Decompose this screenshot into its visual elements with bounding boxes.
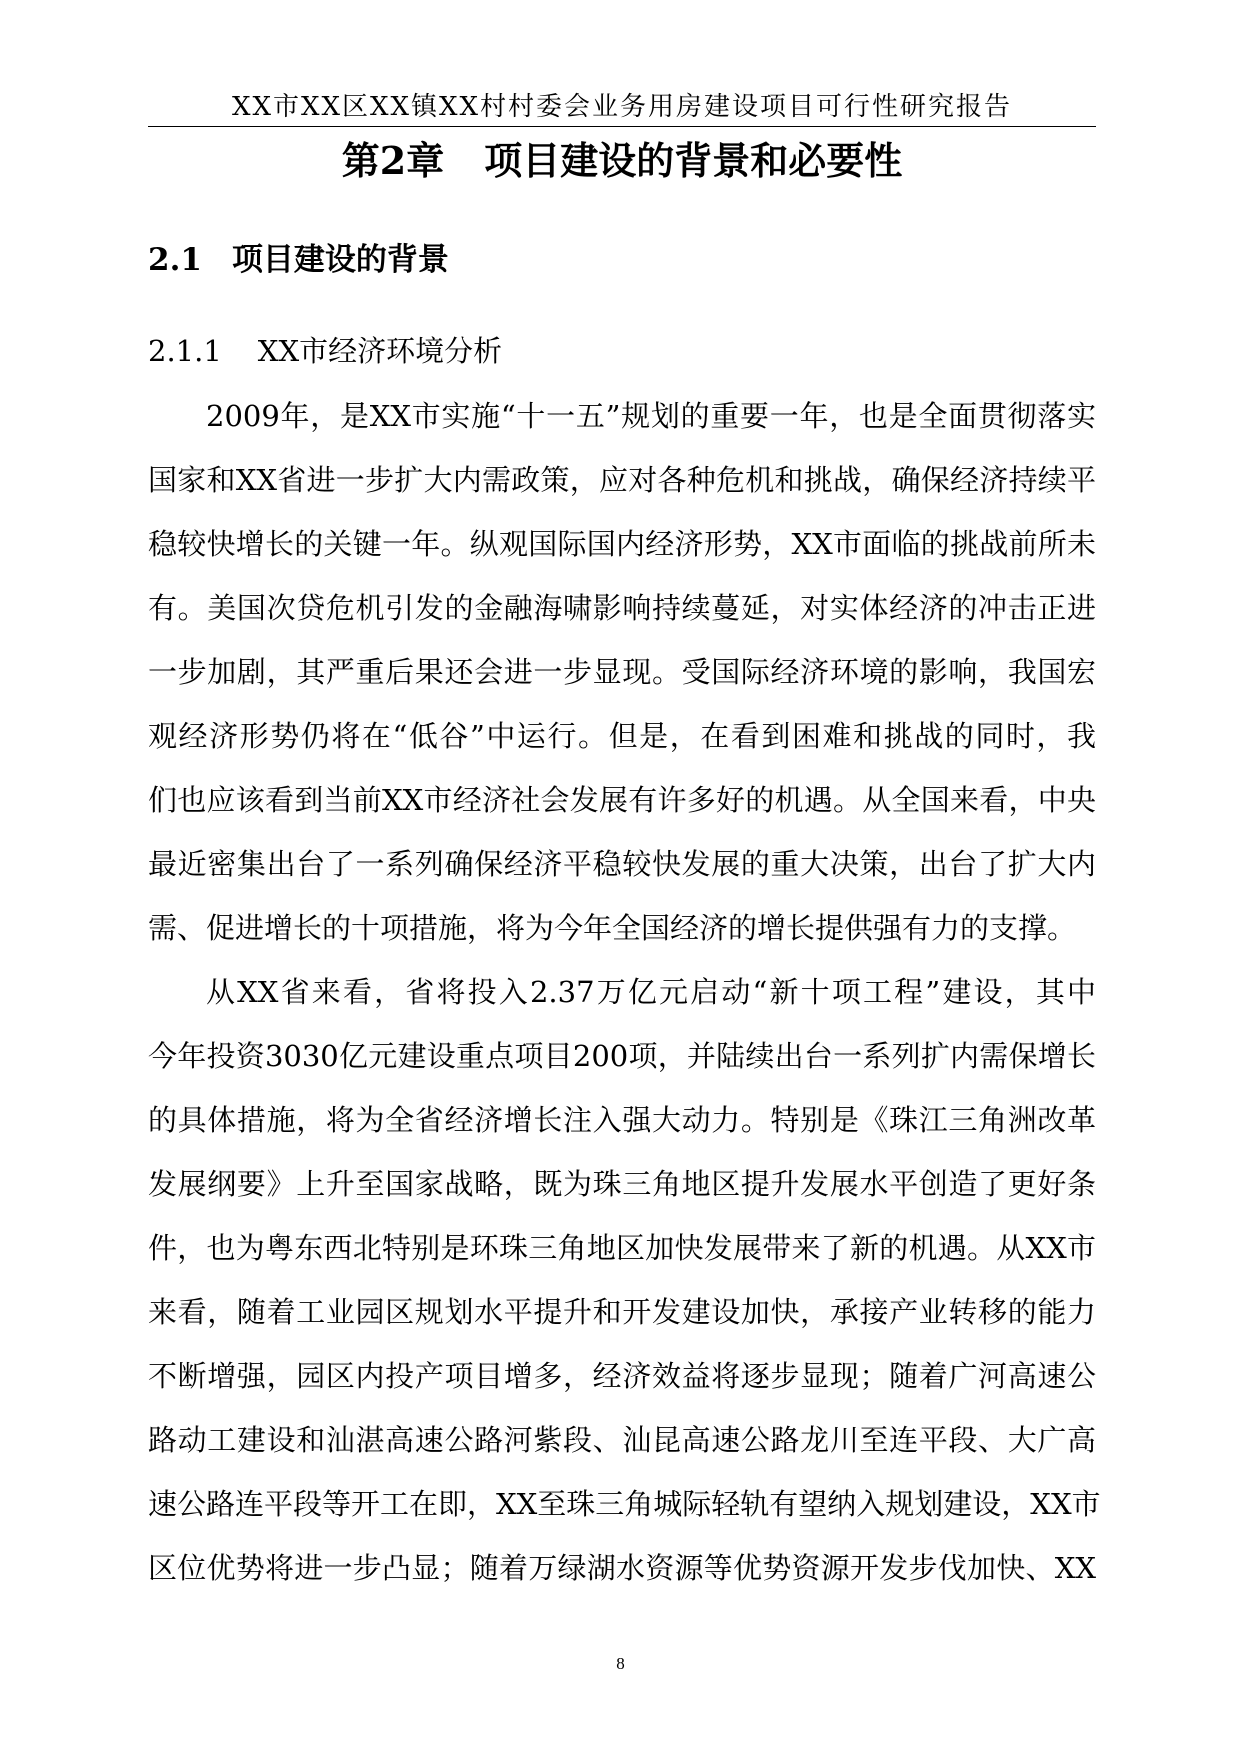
text-line: 2009年，是XX市实施“十一五”规划的重要一年，也是全面贯彻落实	[206, 399, 1096, 433]
body-paragraph	[148, 960, 1101, 1600]
text-line: 观经济形势仍将在“低谷”中运行。但是，在看到困难和挑战的同时，我	[148, 719, 1096, 753]
text-line: 来看，随着工业园区规划水平提升和开发建设加快，承接产业转移的能力	[148, 1295, 1096, 1329]
text-line: 最近密集出台了一系列确保经济平稳较快发展的重大决策，出台了扩大内	[148, 847, 1096, 881]
subsection-heading	[148, 329, 502, 370]
header-rule	[148, 126, 1096, 127]
section-title-text: 项目建设的背景	[231, 242, 449, 278]
section-heading	[148, 234, 449, 279]
text-line: 国家和XX省进一步扩大内需政策，应对各种危机和挑战，确保经济持续平	[148, 463, 1096, 497]
chapter-title-text: 项目建设的背景和必要性	[484, 138, 903, 183]
chapter-title	[148, 130, 1096, 185]
text-line: 有。美国次贷危机引发的金融海啸影响持续蔓延，对实体经济的冲击正进	[148, 591, 1096, 625]
text-line: 不断增强，园区内投产项目增多，经济效益将逐步显现；随着广河高速公	[148, 1359, 1096, 1393]
text-line: 速公路连平段等开工在即，XX至珠三角城际轻轨有望纳入规划建设，XX市	[148, 1487, 1101, 1521]
text-line: 需、促进增长的十项措施，将为今年全国经济的增长提供强有力的支撑。	[148, 911, 1077, 945]
text-line: 的具体措施，将为全省经济增长注入强大动力。特别是《珠江三角洲改革	[148, 1103, 1096, 1137]
text-line: 们也应该看到当前XX市经济社会发展有许多好的机遇。从全国来看，中央	[148, 783, 1096, 817]
text-line: 区位优势将进一步凸显；随着万绿湖水资源等优势资源开发步伐加快、XX	[148, 1551, 1096, 1585]
subsection-number: 2.1.1	[148, 334, 222, 368]
chapter-number: 第2章	[341, 138, 445, 183]
text-line: 件，也为粤东西北特别是环珠三角地区加快发展带来了新的机遇。从XX市	[148, 1231, 1096, 1265]
text-line: 稳较快增长的关键一年。纵观国际国内经济形势，XX市面临的挑战前所未	[148, 527, 1096, 561]
text-line: 今年投资3030亿元建设重点项目200项，并陆续出台一系列扩内需保增长	[148, 1039, 1096, 1073]
text-line: 路动工建设和汕湛高速公路河紫段、汕昆高速公路龙川至连平段、大广高	[148, 1423, 1096, 1457]
text-line: 从XX省来看，省将投入2.37万亿元启动“新十项工程”建设，其中	[206, 975, 1096, 1009]
running-header: XX市XX区XX镇XX村村委会业务用房建设项目可行性研究报告	[231, 92, 1013, 122]
section-number: 2.1	[148, 242, 202, 278]
body-paragraph	[148, 384, 1096, 960]
text-line: 一步加剧，其严重后果还会进一步显现。受国际经济环境的影响，我国宏	[148, 655, 1096, 689]
page-number: 8	[616, 1654, 625, 1673]
text-line: 发展纲要》上升至国家战略，既为珠三角地区提升发展水平创造了更好条	[148, 1167, 1096, 1201]
subsection-title-text: XX市经济环境分析	[257, 334, 503, 368]
